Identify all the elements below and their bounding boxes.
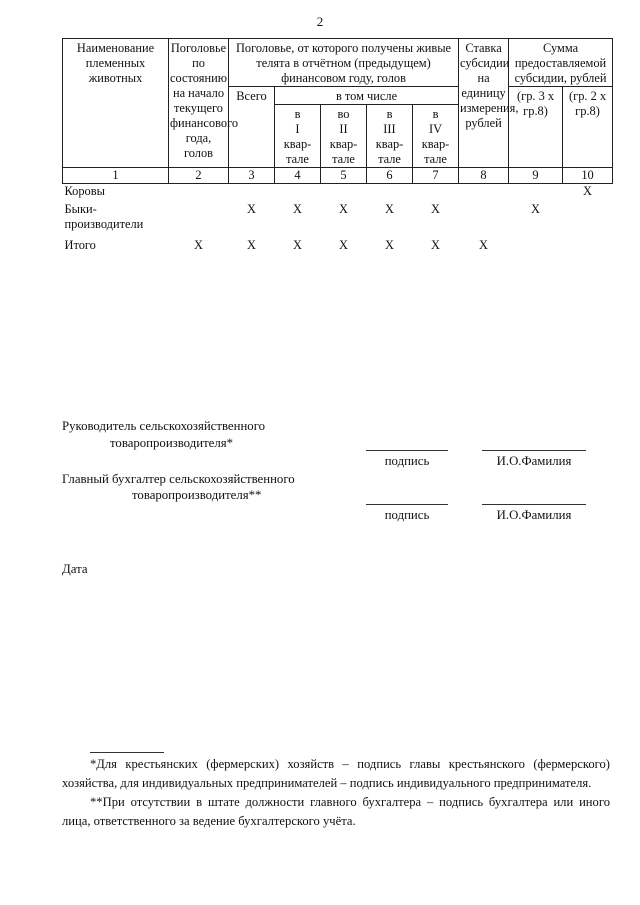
date-label: Дата — [62, 562, 88, 576]
header-calves-group: Поголовье, от которого получены живые телята в отчётном (предыдущем) финансовом году, голов — [229, 39, 459, 87]
header-including: в том числе — [275, 87, 459, 105]
row-label: Быки-производители — [64, 202, 144, 231]
table-cell: X — [339, 238, 348, 252]
footnote-1: *Для крестьянских (фермерских) хозяйств – подпись главы крестьянского (фермерского) хозяйства, для индивидуальных предпринимателей – подпись индивидуального предпринимателя. — [62, 757, 610, 790]
header-sum-col10: (гр. 2 х гр.8) — [563, 87, 613, 168]
table-cell — [563, 202, 613, 238]
col-num: 10 — [563, 168, 613, 184]
table-cell — [367, 184, 413, 203]
table-cell — [459, 184, 509, 203]
col-num: 7 — [413, 168, 459, 184]
col-num: 2 — [169, 168, 229, 184]
header-livestock-start: Поголовье по состоянию на начало текущего финансового года, голов — [169, 39, 229, 168]
table-cell — [169, 202, 229, 238]
table-cell: X — [194, 238, 203, 252]
table-cell — [413, 184, 459, 203]
page-number: 2 — [316, 14, 324, 29]
header-quarter-4: в IV квар- тале — [413, 105, 459, 168]
table-cell: X — [531, 202, 540, 216]
table-cell: X — [247, 238, 256, 252]
col-num: 3 — [229, 168, 275, 184]
table-row-cows — [63, 184, 613, 203]
col-num: 6 — [367, 168, 413, 184]
table-cell: X — [431, 202, 440, 216]
head-signature-line — [366, 450, 448, 451]
head-name-line — [482, 450, 586, 451]
col-num: 9 — [509, 168, 563, 184]
table-cell — [275, 184, 321, 203]
accountant-name-caption: И.О.Фамилия — [496, 508, 572, 522]
table-cell: X — [431, 238, 440, 252]
table-row-bulls — [63, 202, 613, 238]
accountant-name-line — [482, 504, 586, 505]
table-row-total — [63, 238, 613, 256]
accountant-signature-line — [366, 504, 448, 505]
head-signature-label-line1: Руководитель сельскохозяйственного — [62, 419, 266, 433]
col-num: 5 — [321, 168, 367, 184]
footnote-separator — [90, 752, 164, 753]
footnote-2: **При отсутствии в штате должности главного бухгалтера – подпись бухгалтера или иного лица, ответственного за ведение бухгалтерского учёта. — [62, 795, 610, 828]
row-label: Итого — [64, 238, 96, 252]
table-cell — [169, 184, 229, 203]
head-signature-caption: подпись — [384, 454, 430, 468]
table-cell — [563, 238, 613, 256]
header-subsidy-sum: Сумма предоставляемой субсидии, рублей — [509, 39, 613, 87]
header-quarter-3: в III квар- тале — [367, 105, 413, 168]
table-cell: X — [293, 202, 302, 216]
accountant-signature-label-line1: Главный бухгалтер сельскохозяйственного — [62, 472, 295, 486]
table-cell — [459, 202, 509, 238]
table-cell: X — [583, 184, 592, 198]
header-sum-col9: (гр. 3 х гр.8) — [509, 87, 563, 168]
header-total: Всего — [229, 87, 275, 168]
subsidy-table — [62, 38, 613, 256]
footnotes — [62, 755, 610, 831]
table-cell: X — [339, 202, 348, 216]
accountant-signature-caption: подпись — [384, 508, 430, 522]
table-cell: X — [247, 202, 256, 216]
header-quarter-2: во II квар- тале — [321, 105, 367, 168]
table-cell — [509, 238, 563, 256]
row-label: Коровы — [64, 184, 105, 198]
column-numbers-row — [63, 168, 613, 184]
table-cell — [509, 184, 563, 203]
table-cell — [229, 184, 275, 203]
header-quarter-1: в I квар- тале — [275, 105, 321, 168]
table-cell: X — [479, 238, 488, 252]
head-signature-label-line2: товаропроизводителя* — [110, 436, 234, 450]
header-subsidy-rate: Ставка субсидии на единицу измерения, рублей — [459, 39, 509, 168]
table-cell — [321, 184, 367, 203]
col-num: 1 — [63, 168, 169, 184]
col-num: 4 — [275, 168, 321, 184]
table-cell: X — [385, 202, 394, 216]
accountant-signature-label-line2: товаропроизводителя** — [132, 488, 262, 502]
head-name-caption: И.О.Фамилия — [496, 454, 572, 468]
table-cell: X — [385, 238, 394, 252]
header-animal-name: Наименование племенных животных — [63, 39, 169, 168]
table-cell: X — [293, 238, 302, 252]
col-num: 8 — [459, 168, 509, 184]
